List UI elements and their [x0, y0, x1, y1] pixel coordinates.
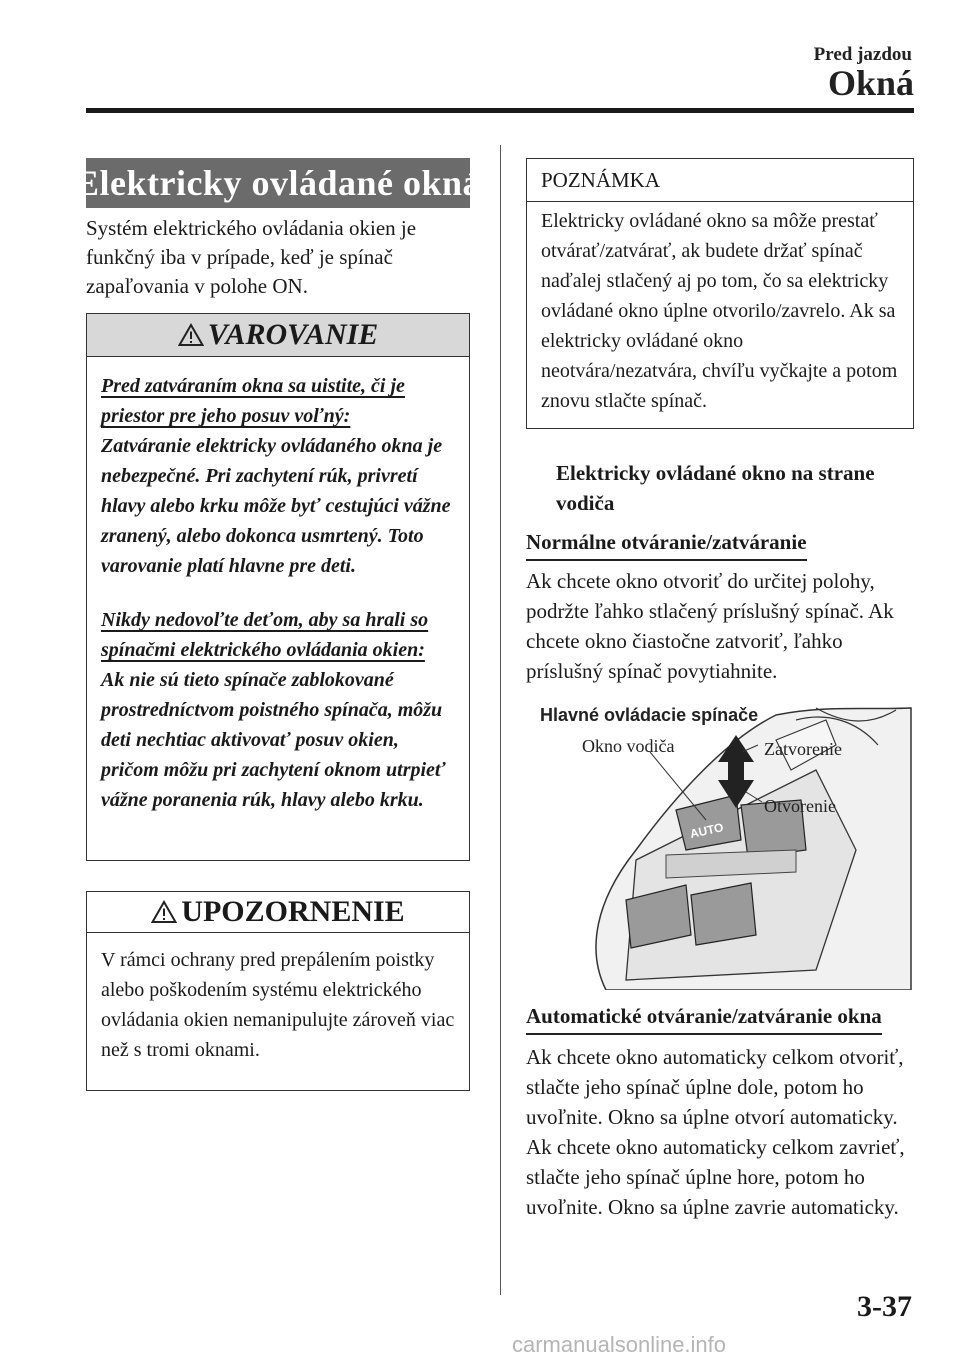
auto-operation-text — [526, 1042, 916, 1222]
figure-label-driver-window: Okno vodiča — [582, 736, 675, 756]
warning-text-2: Ak nie sú tieto spínače zablokované prostredníctvom poistného spínača, môžu deti nechtiac aktivovať posuv okien, pričom môžu pri zachytení oknom utrpieť vážne poranenia rúk, hlavy alebo krku. — [101, 669, 446, 811]
figure-label-open: Otvorenie — [764, 796, 836, 816]
auto-operation-heading: Automatické otváranie/zatváranie okna — [526, 1004, 882, 1028]
warning-heading-2: Nikdy nedovoľte deťom, aby sa hrali so spínačmi elektrického ovládania okien: — [101, 609, 429, 661]
window-switch-figure — [526, 700, 916, 990]
page-number: 3-37 — [857, 1290, 912, 1323]
note-box — [526, 158, 914, 429]
caution-header — [87, 892, 469, 933]
warning-text-1: Zatváranie elektricky ovládaného okna je nebezpečné. Pri zachytení rúk, privretí hlavy alebo krku môže byť cestujúci vážne zranený, alebo dokonca usmrtený. Toto varovanie platí hlavne pre deti. — [101, 435, 451, 577]
section-title: Elektricky ovládané okná — [86, 158, 470, 208]
warning-box — [86, 313, 470, 861]
column-divider — [500, 145, 501, 1295]
auto-close-paragraph: Ak chcete okno automaticky celkom zavrieť, stlačte jeho spínač úplne hore, potom ho uvoľnite. Okno sa úplne zavrie automaticky. — [526, 1135, 905, 1219]
note-text: Elektricky ovládané okno sa môže prestať otvárať/zatvárať, ak budete držať spínač naďalej stlačený aj po tom, čo sa elektricky ovládané okno úplne otvorilo/zavrelo. Ak sa elektricky ovládané okno neotvára/nezatvára, chvíľu vyčkajte a potom znovu stlačte spínač. — [541, 210, 898, 412]
header-rule — [86, 108, 914, 113]
note-header: POZNÁMKA — [527, 159, 913, 202]
normal-operation-heading: Normálne otváranie/zatváranie — [526, 530, 807, 554]
warning-triangle-icon — [178, 323, 204, 347]
warning-header — [87, 314, 469, 357]
caution-body — [87, 933, 469, 1065]
watermark: carmanualsonline.info — [512, 1332, 727, 1357]
warning-body — [87, 357, 469, 815]
auto-switch-label: AUTO — [688, 820, 725, 841]
figure-label-close: Zatvorenie — [764, 739, 842, 759]
intro-paragraph: Systém elektrického ovládania okien je funkčný iba v prípade, keď je spínač zapaľovania v polohe ON. — [86, 216, 417, 298]
header-section-label: Pred jazdou — [813, 44, 912, 65]
caution-box — [86, 891, 470, 1091]
warning-heading-1: Pred zatváraním okna sa uistite, či je priestor pre jeho posuv voľný: — [101, 375, 405, 427]
caution-triangle-icon — [151, 900, 177, 924]
page-title: Okná — [827, 63, 914, 103]
window-switch-illustration — [526, 700, 916, 990]
driver-window-subheading: Elektricky ovládané okno na strane vodiča — [556, 461, 875, 515]
caution-text: V rámci ochrany pred prepálením poistky alebo poškodením systému elektrického ovládania okien nemanipulujte zároveň viac než s tromi oknami. — [101, 949, 455, 1061]
normal-operation-paragraph: Ak chcete okno otvoriť do určitej polohy, podržte ľahko stlačený príslušný spínač. Ak chcete okno čiastočne zatvoriť, ľahko príslušný spínač povytiahnite. — [526, 569, 894, 683]
caution-title: UPOZORNENIE — [181, 895, 405, 928]
warning-title: VAROVANIE — [207, 318, 379, 351]
intro-text — [86, 214, 470, 301]
note-body — [527, 202, 913, 416]
figure-label-main-switches: Hlavné ovládacie spínače — [540, 705, 759, 725]
auto-open-paragraph: Ak chcete okno automaticky celkom otvoriť, stlačte jeho spínač úplne dole, potom ho uvoľnite. Okno sa úplne otvorí automaticky. — [526, 1045, 904, 1129]
normal-operation-text — [526, 566, 916, 686]
